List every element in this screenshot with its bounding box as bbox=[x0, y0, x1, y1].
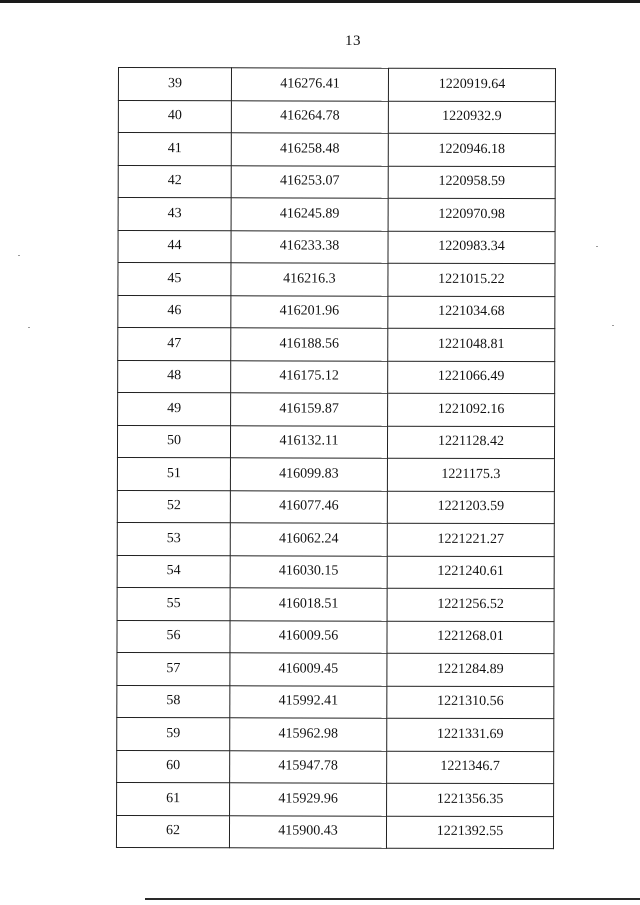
table-row bbox=[117, 717, 554, 751]
table-row bbox=[118, 263, 555, 297]
point-number-cell: 45 bbox=[118, 263, 231, 296]
y-coordinate-cell: 1220958.59 bbox=[388, 166, 555, 199]
point-number-cell: 40 bbox=[118, 100, 231, 133]
point-number-cell: 49 bbox=[118, 393, 231, 426]
y-coordinate-cell: 1221203.59 bbox=[387, 491, 554, 524]
table-row bbox=[118, 295, 555, 329]
x-coordinate-cell: 416009.56 bbox=[230, 620, 387, 653]
x-coordinate-cell: 416099.83 bbox=[230, 458, 387, 491]
table-row bbox=[118, 100, 555, 134]
table-row bbox=[117, 587, 554, 621]
table-row bbox=[118, 393, 555, 427]
y-coordinate-cell: 1221356.35 bbox=[387, 783, 554, 816]
scan-speck bbox=[18, 255, 20, 256]
table-row bbox=[118, 133, 555, 167]
coordinates-table-container bbox=[116, 67, 555, 849]
point-number-cell: 55 bbox=[117, 587, 230, 620]
y-coordinate-cell: 1221128.42 bbox=[387, 426, 554, 459]
point-number-cell: 60 bbox=[117, 750, 230, 783]
y-coordinate-cell: 1221015.22 bbox=[388, 263, 555, 296]
point-number-cell: 48 bbox=[118, 360, 231, 393]
point-number-cell: 44 bbox=[118, 230, 231, 263]
point-number-cell: 43 bbox=[118, 198, 231, 231]
x-coordinate-cell: 416077.46 bbox=[230, 490, 387, 523]
x-coordinate-cell: 416159.87 bbox=[231, 393, 388, 426]
table-row bbox=[117, 457, 554, 491]
point-number-cell: 59 bbox=[117, 717, 230, 750]
y-coordinate-cell: 1221221.27 bbox=[387, 523, 554, 556]
point-number-cell: 47 bbox=[118, 328, 231, 361]
x-coordinate-cell: 416062.24 bbox=[230, 523, 387, 556]
y-coordinate-cell: 1220970.98 bbox=[388, 198, 555, 231]
y-coordinate-cell: 1221268.01 bbox=[387, 621, 554, 654]
scan-speck bbox=[612, 325, 614, 326]
x-coordinate-cell: 416132.11 bbox=[230, 425, 387, 458]
point-number-cell: 56 bbox=[117, 620, 230, 653]
y-coordinate-cell: 1221034.68 bbox=[388, 296, 555, 329]
point-number-cell: 51 bbox=[117, 457, 230, 490]
coordinates-table bbox=[116, 67, 556, 849]
x-coordinate-cell: 416018.51 bbox=[230, 588, 387, 621]
y-coordinate-cell: 1221240.61 bbox=[387, 556, 554, 589]
table-row bbox=[117, 522, 554, 556]
table-row bbox=[118, 165, 555, 199]
x-coordinate-cell: 416258.48 bbox=[231, 133, 388, 166]
point-number-cell: 42 bbox=[118, 165, 231, 198]
x-coordinate-cell: 415962.98 bbox=[230, 718, 387, 751]
y-coordinate-cell: 1220919.64 bbox=[388, 68, 555, 101]
x-coordinate-cell: 416030.15 bbox=[230, 555, 387, 588]
point-number-cell: 53 bbox=[117, 522, 230, 555]
y-coordinate-cell: 1220946.18 bbox=[388, 133, 555, 166]
x-coordinate-cell: 416175.12 bbox=[231, 360, 388, 393]
table-row bbox=[117, 782, 554, 816]
x-coordinate-cell: 416201.96 bbox=[231, 295, 388, 328]
x-coordinate-cell: 415947.78 bbox=[230, 750, 387, 783]
y-coordinate-cell: 1221092.16 bbox=[388, 393, 555, 426]
y-coordinate-cell: 1221284.89 bbox=[387, 653, 554, 686]
x-coordinate-cell: 416188.56 bbox=[231, 328, 388, 361]
point-number-cell: 50 bbox=[117, 425, 230, 458]
table-row bbox=[117, 490, 554, 524]
y-coordinate-cell: 1220932.9 bbox=[388, 101, 555, 134]
y-coordinate-cell: 1221346.7 bbox=[387, 751, 554, 784]
x-coordinate-cell: 416233.38 bbox=[231, 230, 388, 263]
x-coordinate-cell: 416245.89 bbox=[231, 198, 388, 231]
x-coordinate-cell: 416216.3 bbox=[231, 263, 388, 296]
y-coordinate-cell: 1220983.34 bbox=[388, 231, 555, 264]
table-row bbox=[118, 198, 555, 232]
point-number-cell: 46 bbox=[118, 295, 231, 328]
table-row bbox=[117, 685, 554, 719]
x-coordinate-cell: 416276.41 bbox=[231, 68, 388, 101]
x-coordinate-cell: 416264.78 bbox=[231, 100, 388, 133]
scan-speck bbox=[28, 327, 30, 328]
point-number-cell: 41 bbox=[118, 133, 231, 166]
y-coordinate-cell: 1221331.69 bbox=[387, 718, 554, 751]
y-coordinate-cell: 1221256.52 bbox=[387, 588, 554, 621]
point-number-cell: 58 bbox=[117, 685, 230, 718]
x-coordinate-cell: 416009.45 bbox=[230, 653, 387, 686]
y-coordinate-cell: 1221175.3 bbox=[387, 458, 554, 491]
table-row bbox=[117, 425, 554, 459]
x-coordinate-cell: 415992.41 bbox=[230, 685, 387, 718]
point-number-cell: 61 bbox=[117, 782, 230, 815]
table-body bbox=[116, 68, 555, 849]
scan-edge-bottom bbox=[145, 898, 640, 900]
point-number-cell: 62 bbox=[116, 815, 229, 848]
scan-speck bbox=[596, 246, 598, 247]
x-coordinate-cell: 416253.07 bbox=[231, 165, 388, 198]
point-number-cell: 39 bbox=[118, 68, 231, 101]
y-coordinate-cell: 1221392.55 bbox=[386, 816, 553, 849]
table-row bbox=[116, 815, 553, 849]
table-row bbox=[118, 360, 555, 394]
y-coordinate-cell: 1221310.56 bbox=[387, 686, 554, 719]
y-coordinate-cell: 1221066.49 bbox=[388, 361, 555, 394]
point-number-cell: 57 bbox=[117, 652, 230, 685]
table-row bbox=[117, 555, 554, 589]
table-row bbox=[117, 750, 554, 784]
scan-edge-top bbox=[0, 0, 640, 3]
x-coordinate-cell: 415929.96 bbox=[230, 783, 387, 816]
table-row bbox=[118, 68, 555, 102]
point-number-cell: 52 bbox=[117, 490, 230, 523]
table-row bbox=[118, 328, 555, 362]
table-row bbox=[117, 620, 554, 654]
table-row bbox=[117, 652, 554, 686]
page-number: 13 bbox=[345, 33, 361, 49]
x-coordinate-cell: 415900.43 bbox=[229, 815, 386, 848]
y-coordinate-cell: 1221048.81 bbox=[388, 328, 555, 361]
table-row bbox=[118, 230, 555, 264]
point-number-cell: 54 bbox=[117, 555, 230, 588]
